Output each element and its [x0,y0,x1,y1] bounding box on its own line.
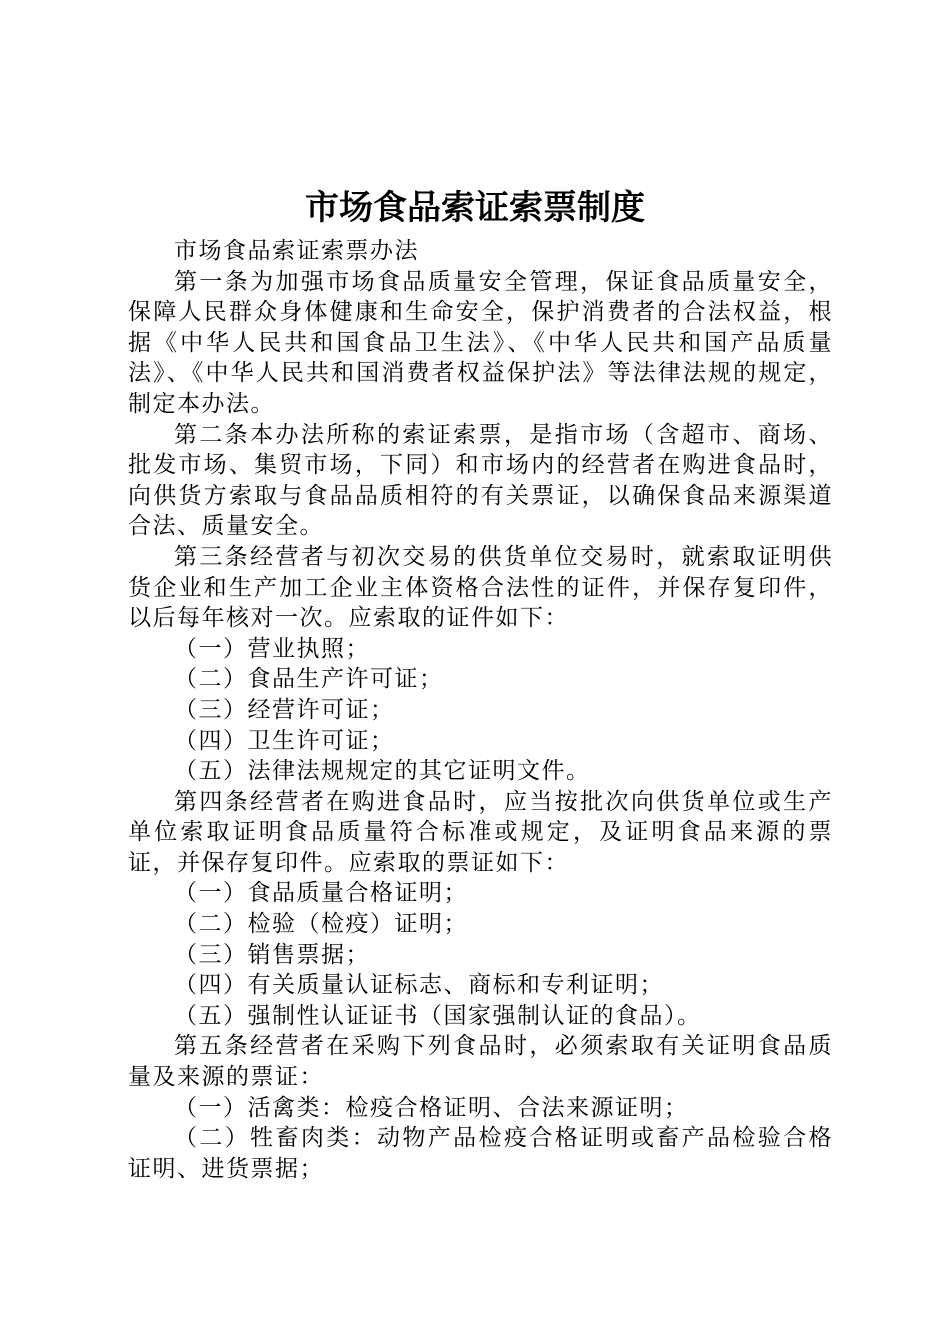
list-item: （二）食品生产许可证； [174,666,444,693]
document-title: 市场食品索证索票制度 [305,188,645,228]
list-item: （四）卫生许可证； [174,727,395,754]
list-item: （四）有关质量认证标志、商标和专利证明； [174,972,664,999]
paragraph-article-3: 第三条经营者与初次交易的供货单位交易时，就索取证明供货企业和生产加工企业主体资格合法性的证件，并保存复印件，以后每年核对一次。应索取的证件如下： [128,543,833,632]
list-item: （一）食品质量合格证明； [174,880,468,907]
list-item: （五）强制性认证证书（国家强制认证的食品）。 [174,1002,702,1029]
paragraph-article-5: 第五条经营者在采购下列食品时，必须索取有关证明食品质量及来源的票证： [128,1033,833,1091]
list-item: （三）销售票据； [174,941,370,968]
list-item: （一）营业执照； [174,635,370,662]
paragraph-article-4: 第四条经营者在购进食品时，应当按批次向供货单位或生产单位索取证明食品质量符合标准或规定，及证明食品来源的票证，并保存复印件。应索取的票证如下： [128,788,833,876]
list-item: （二）牲畜肉类：动物产品检疫合格证明或畜产品检验合格证明、进货票据； [128,1125,833,1182]
list-item: （二）检验（检疫）证明； [174,911,468,938]
paragraph-article-1: 第一条为加强市场食品质量安全管理，保证食品质量安全，保障人民群众身体健康和生命安全，保护消费者的合法权益，根据《中华人民共和国食品卫生法》、《中华人民共和国产品质量法》、《中华人民共和国消费者权益保护法》等法律法规的规定，制定本办法。 [128,268,833,417]
document-body [128,236,833,1184]
paragraph-article-2: 第二条本办法所称的索证索票，是指市场（含超市、商场、批发市场、集贸市场，下同）和市场内的经营者在购进食品时，向供货方索取与食品品质相符的有关票证，以确保食品来源渠道合法、质量安全。 [128,421,833,540]
list-item: （三）经营许可证； [174,696,395,723]
list-item: （五）法律法规规定的其它证明文件。 [174,758,591,785]
list-item: （一）活禽类：检疫合格证明、合法来源证明； [174,1094,689,1121]
paragraph-subtitle: 市场食品索证索票办法 [174,238,419,264]
